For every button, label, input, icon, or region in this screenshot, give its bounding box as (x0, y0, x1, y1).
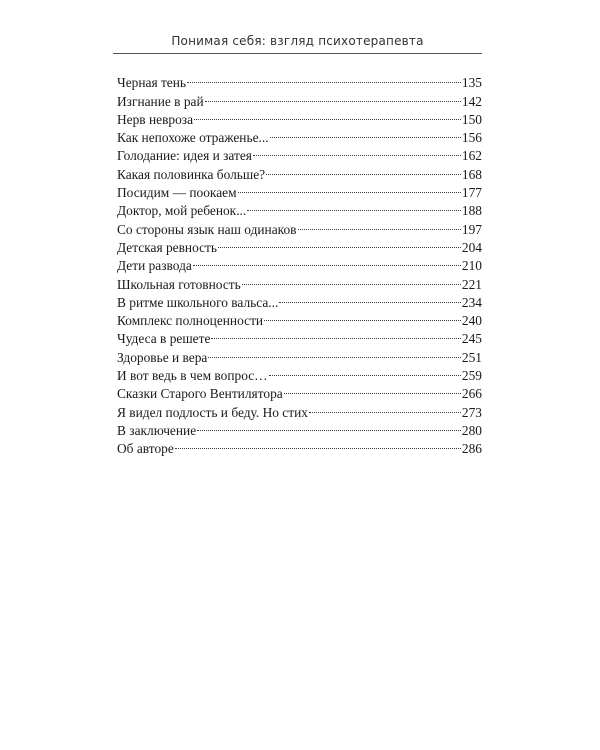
header-rule (113, 53, 482, 54)
dot-leader (264, 307, 461, 325)
dot-leader (284, 380, 461, 398)
dot-leader (238, 179, 461, 197)
dot-leader (253, 142, 461, 160)
toc-entry-page: 177 (461, 185, 482, 201)
toc-entry-page: 245 (461, 331, 482, 347)
toc-entry-title: Доктор, мой ребенок... (117, 203, 247, 219)
toc-entry-title: Здоровье и вера (117, 349, 208, 365)
toc-entry-page: 273 (461, 404, 482, 420)
toc-entry-page: 221 (461, 276, 482, 292)
toc-entry-page: 162 (461, 148, 482, 164)
toc-entry-title: Посидим — поокаем (117, 185, 237, 201)
dot-leader (309, 398, 461, 416)
dot-leader (279, 289, 461, 307)
dot-leader (197, 417, 461, 435)
toc-entry-title: Изгнание в рай (117, 93, 204, 109)
toc-entry-title: Со стороны язык наш одинаков (117, 221, 297, 237)
toc-entry-title: Школьная готовность (117, 276, 241, 292)
dot-leader (187, 69, 461, 87)
toc-entry-title: Комплекс полноценности (117, 313, 264, 329)
dot-leader (193, 252, 461, 270)
toc-entry-page: 280 (461, 422, 482, 438)
toc-entry-page: 259 (461, 368, 482, 384)
toc-entry-title: Как непохоже отраженье... (117, 130, 269, 146)
toc-entry-title: Дети развода (117, 258, 192, 274)
dot-leader (270, 124, 461, 142)
toc-entry-page: 204 (461, 239, 482, 255)
toc-entry-page: 150 (461, 111, 482, 127)
toc-entry-page: 168 (461, 166, 482, 182)
toc-entry-page: 251 (461, 349, 482, 365)
toc-entry-page: 142 (461, 93, 482, 109)
toc-entry-title: Нерв невроза (117, 111, 194, 127)
dot-leader (175, 435, 461, 453)
toc-entry-title: Я видел подлость и беду. Но стих (117, 404, 308, 420)
dot-leader (298, 215, 461, 233)
toc-entry-page: 135 (461, 75, 482, 91)
toc-entry (117, 69, 482, 91)
toc-entry-page: 286 (461, 441, 482, 457)
toc-entry-page: 188 (461, 203, 482, 219)
toc-entry-page: 156 (461, 130, 482, 146)
toc-entry-page: 234 (461, 294, 482, 310)
toc-entry-title: В заключение (117, 422, 197, 438)
toc-entry-page: 210 (461, 258, 482, 274)
dot-leader (194, 106, 461, 124)
dot-leader (218, 234, 461, 252)
toc-entry-title: Детская ревность (117, 239, 218, 255)
toc-entry-title: Чудеса в решете (117, 331, 211, 347)
table-of-contents (117, 69, 482, 457)
dot-leader (269, 362, 461, 380)
toc-entry-title: И вот ведь в чем вопрос… (117, 368, 268, 384)
toc-entry-page: 266 (461, 386, 482, 402)
dot-leader (205, 87, 461, 105)
toc-entry-title: Об авторе (117, 441, 174, 457)
toc-entry-title: В ритме школьного вальса... (117, 294, 279, 310)
dot-leader (242, 270, 461, 288)
running-head-title: Понимая себя: взгляд психотерапевта (171, 34, 424, 48)
dot-leader (208, 343, 461, 361)
toc-entry-title: Черная тень (117, 75, 187, 91)
toc-entry-title: Голодание: идея и затея (117, 148, 252, 164)
toc-entry-title: Сказки Старого Вентилятора (117, 386, 283, 402)
toc-entry-page: 197 (461, 221, 482, 237)
dot-leader (247, 197, 461, 215)
toc-entry-title: Какая половинка больше? (117, 166, 266, 182)
dot-leader (266, 160, 461, 178)
dot-leader (211, 325, 461, 343)
toc-entry-page: 240 (461, 313, 482, 329)
